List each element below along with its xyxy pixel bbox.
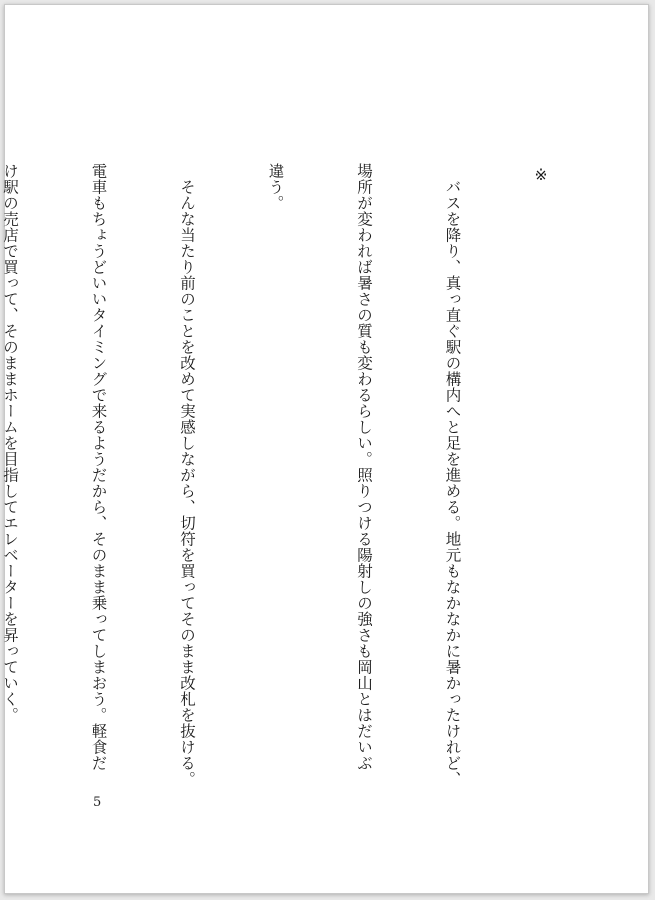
text-line: そんな当たり前のことを改めて実感しながら、切符を買ってそのまま改札を抜ける。 [178,163,196,787]
book-page [1,4,649,894]
text-line: け駅の売店で買って、そのままホームを目指してエレベーターを昇っていく。 [1,163,19,723]
text-line: バスを降り、真っ直ぐ駅の構内へと足を進める。地元もなかなかに暑かったけれど、 [443,163,462,787]
text-line: 場所が変われば暑さの質も変わるらしい。照りつける陽射しの強さも岡山とはだいぶ [355,163,373,771]
vertical-text-body [0,163,614,787]
page-number: 5 [93,795,102,810]
text-line: 違う。 [266,163,285,211]
text-line: 電車もちょうどいいタイミングで来るようだから、そのまま乗ってしまおう。軽食だ [89,163,108,771]
section-mark: ※ [532,166,550,185]
